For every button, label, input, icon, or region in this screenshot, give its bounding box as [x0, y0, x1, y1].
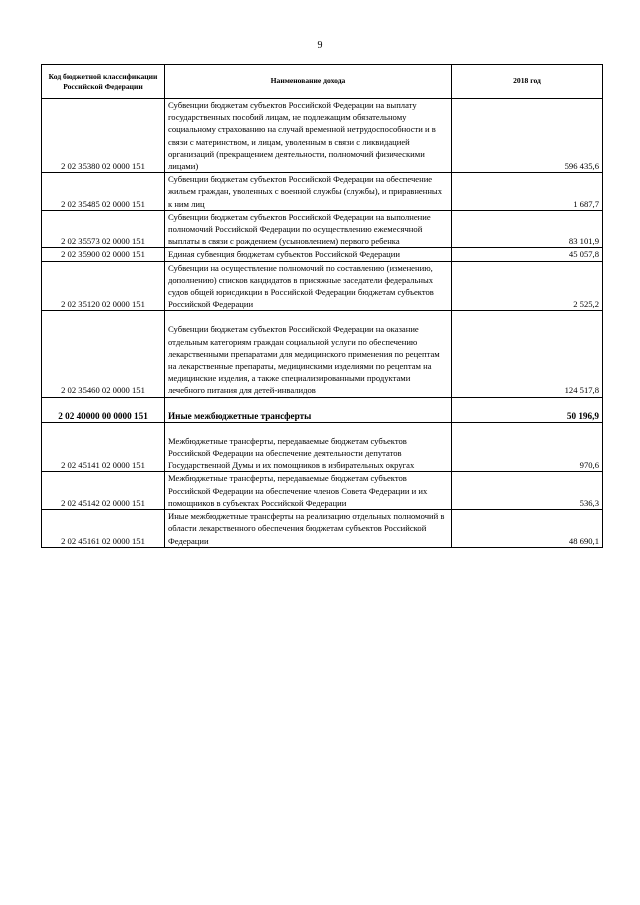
row-amount: 124 517,8	[452, 311, 603, 397]
header-name: Наименование дохода	[165, 65, 452, 99]
table-row	[42, 397, 603, 422]
table-row	[42, 261, 603, 311]
header-code: Код бюджетной классификации Российской Федерации	[42, 65, 165, 99]
row-name: Субвенции бюджетам субъектов Российской Федерации на оказание отдельным категориям граждан социальной услуги по обеспечению лекарственными препаратами для медицинского применения по рецептам на лекарственные препараты, медицинскими изделиями по рецептам на медицинские изделия, а также специализированными продуктами лечебного питания для детей-инвалидов	[165, 311, 452, 397]
row-name: Субвенции бюджетам субъектов Российской Федерации на выплату государственных пособий лицам, не подлежащим обязательному социальному страхованию на случай временной нетрудоспособности и в связи с материнством, и лицам, уволенным в связи с ликвидацией организаций (прекращением деятельности, полномочий физическими лицами)	[165, 99, 452, 173]
table-header	[42, 65, 603, 99]
table-row	[42, 422, 603, 472]
row-amount: 48 690,1	[452, 510, 603, 548]
row-name: Иные межбюджетные трансферты на реализацию отдельных полномочий в области лекарственного обеспечения бюджетам субъектов Российской Федерации	[165, 510, 452, 548]
row-amount: 45 057,8	[452, 248, 603, 261]
row-amount: 1 687,7	[452, 173, 603, 211]
row-code: 2 02 35460 02 0000 151	[42, 311, 165, 397]
row-amount: 596 435,6	[452, 99, 603, 173]
row-code: 2 02 40000 00 0000 151	[42, 397, 165, 422]
table-row	[42, 210, 603, 248]
row-code: 2 02 35573 02 0000 151	[42, 210, 165, 248]
row-code: 2 02 35900 02 0000 151	[42, 248, 165, 261]
table-row	[42, 311, 603, 397]
row-name: Единая субвенция бюджетам субъектов Российской Федерации	[165, 248, 452, 261]
row-name: Субвенции бюджетам субъектов Российской Федерации на выполнение полномочий Российской Федерации по осуществлению ежемесячной выплаты в связи с рождением (усыновлением) первого ребенка	[165, 210, 452, 248]
table-row	[42, 472, 603, 510]
table-body	[42, 99, 603, 548]
row-code: 2 02 45142 02 0000 151	[42, 472, 165, 510]
table-row	[42, 248, 603, 261]
row-name: Межбюджетные трансферты, передаваемые бюджетам субъектов Российской Федерации на обеспечение деятельности депутатов Государственной Думы и их помощников в избирательных округах	[165, 422, 452, 472]
page-number: 9	[317, 40, 323, 51]
row-amount: 536,3	[452, 472, 603, 510]
row-code: 2 02 35380 02 0000 151	[42, 99, 165, 173]
row-amount: 2 525,2	[452, 261, 603, 311]
row-name: Межбюджетные трансферты, передаваемые бюджетам субъектов Российской Федерации на обеспечение членов Совета Федерации и их помощников в субъектах Российской Федерации	[165, 472, 452, 510]
row-amount: 83 101,9	[452, 210, 603, 248]
income-table	[41, 64, 603, 548]
table-row	[42, 510, 603, 548]
row-code: 2 02 35120 02 0000 151	[42, 261, 165, 311]
row-code: 2 02 45141 02 0000 151	[42, 422, 165, 472]
row-code: 2 02 45161 02 0000 151	[42, 510, 165, 548]
row-name: Субвенции на осуществление полномочий по составлению (изменению, дополнению) списков кандидатов в присяжные заседатели федеральных судов общей юрисдикции в Российской Федерации бюджетам субъектов Российской Федерации	[165, 261, 452, 311]
row-amount: 970,6	[452, 422, 603, 472]
row-name: Иные межбюджетные трансферты	[165, 397, 452, 422]
row-amount: 50 196,9	[452, 397, 603, 422]
table-row	[42, 173, 603, 211]
row-name: Субвенции бюджетам субъектов Российской Федерации на обеспечение жильем граждан, уволенных с военной службы (службы), и приравненных к ним лиц	[165, 173, 452, 211]
row-code: 2 02 35485 02 0000 151	[42, 173, 165, 211]
header-amount: 2018 год	[452, 65, 603, 99]
table-row	[42, 99, 603, 173]
